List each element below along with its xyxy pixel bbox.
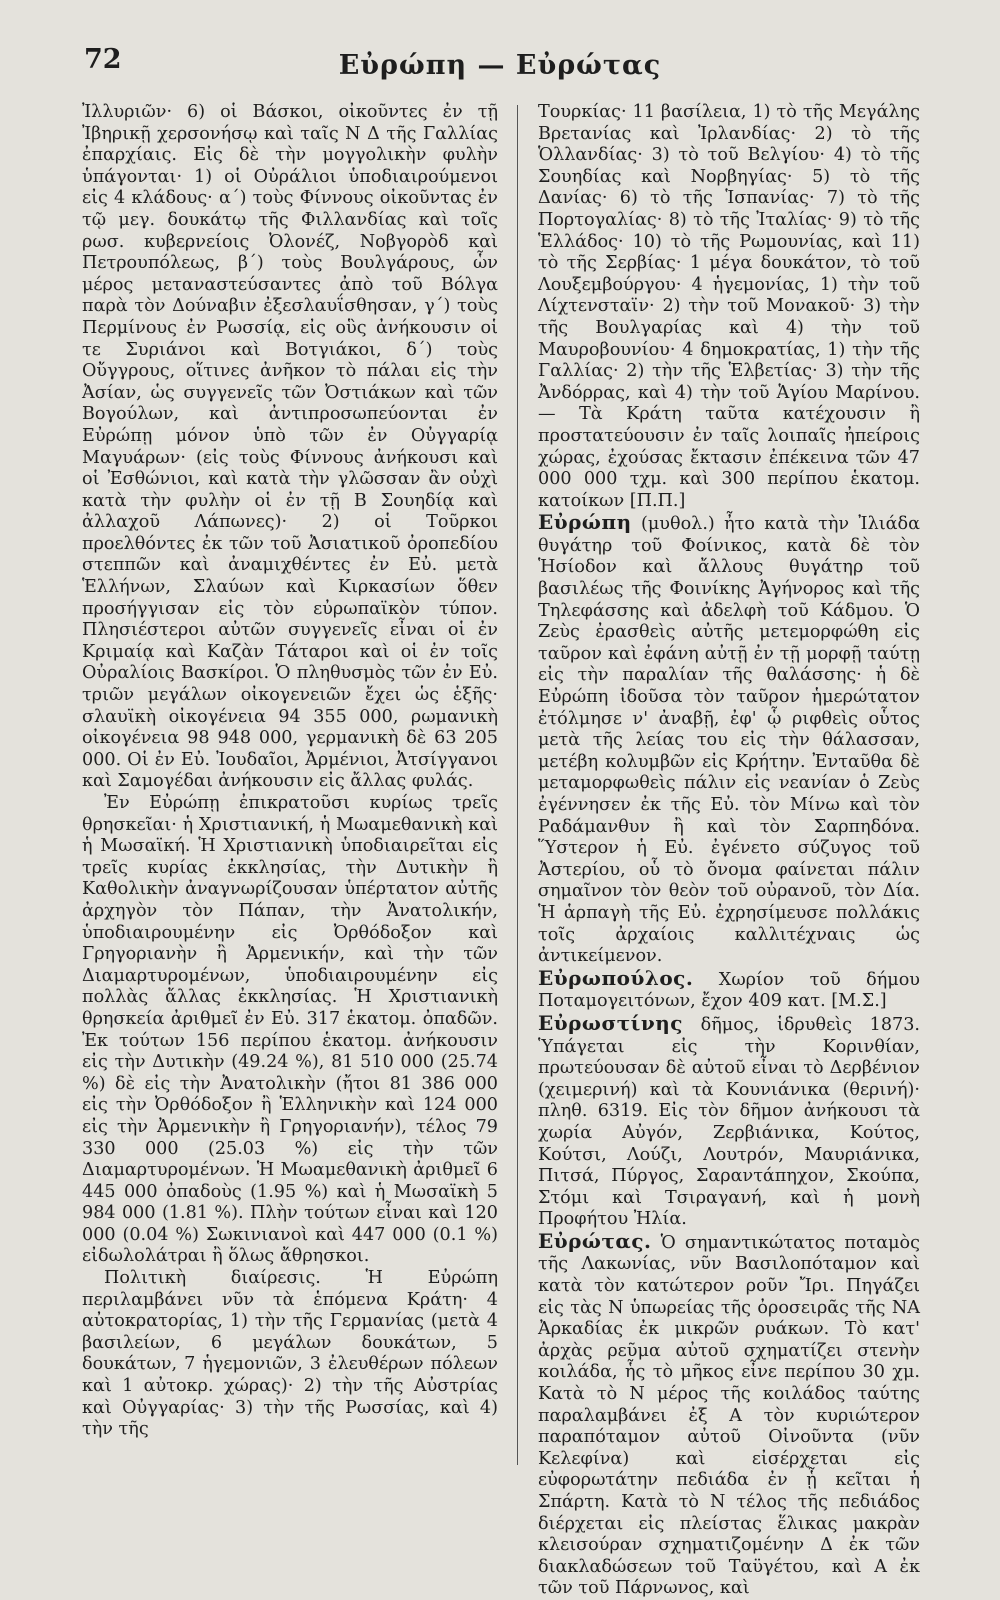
paragraph-states-continued: Τουρκίας· 11 βασίλεια, 1) τὸ τῆς Μεγάλης Βρετανίας καὶ Ἰρλανδίας· 2) τὸ τῆς Ὁλλανδίας· 3) τὸ τοῦ Βελγίου· 4) τὸ τῆς Σουηδίας καὶ Νορβηγίας· 5) τὸ τῆς Δανίας· 6) τὸ τῆς Ἱσπανίας· 7) τὸ τῆς Πορτογαλίας· 8) τὸ τῆς Ἰταλίας· 9) τὸ τῆς Ἑλλάδος· 10) τὸ τῆς Ρωμουνίας, καὶ 11) τὸ τῆς Σερβίας· 1 μέγα δουκάτον, τὸ τοῦ Λουξεμβούργου· 4 ἡγεμονίας, 1) τὴν τοῦ Λίχτενσταϊν· 2) τὴν τοῦ Μονακοῦ· 3) τὴν τῆς Βουλγαρίας καὶ 4) τὴν τοῦ Μαυροβουνίου· 4 δημοκρατίας, 1) τὴν τῆς Γαλλίας· 2) τὴν τῆς Ἑλβετίας· 3) τὴν τῆς Ἀνδόρρας, καὶ 4) τὴν τοῦ Ἁγίου Μαρίνου. — Τὰ Κράτη ταῦτα κατέχουσιν ἢ προστατεύουσιν ἐν ταῖς λοιπαῖς ἠπείροις χώρας, ἐχούσας ἔκτασιν ἐπέκεινα τῶν 47 000 000 τχμ. καὶ 300 περίπου ἑκατομ. κατοίκων [Π.Π.] — [538, 102, 920, 511]
right-column — [538, 102, 920, 1600]
entry-evrostinis — [538, 1010, 920, 1231]
column-divider — [517, 105, 518, 1465]
left-column — [82, 102, 498, 1441]
entry-headword: Εὐρώτας. — [538, 1228, 652, 1253]
entry-evrotas — [538, 1228, 920, 1600]
entry-body: (μυθολ.) ἦτο κατὰ τὴν Ἰλιάδα θυγάτηρ τοῦ Φοίνικος, κατὰ δὲ τὸν Ἡσίοδον καὶ ἄλλους θυγάτηρ τοῦ βασιλέως τῆς Φοινίκης Ἀγήνορος καὶ τῆς Τηλεφάσσης καὶ ἀδελφὴ τοῦ Κάδμου. Ὁ Ζεὺς ἐρασθεὶς αὐτῆς μετεμορφώθη εἰς ταῦρον καὶ ἐφάνη αὐτῇ ἐν τῇ μορφῇ ταύτῃ εἰς τὴν παραλίαν τῆς θαλάσσης· ἡ δὲ Εὐρώπη ἰδοῦσα τὸν ταῦρον ἡμερώτατον ἐτόλμησε ν' ἀναβῇ, ἐφ' ᾧ ριφθεὶς οὗτος μετὰ τῆς λείας του εἰς τὴν θάλασσαν, μετέβη κολυμβῶν εἰς Κρήτην. Ἐνταῦθα δὲ μεταμορφωθεὶς πάλιν εἰς νεανίαν ὁ Ζεὺς ἐγέννησεν ἐκ τῆς Εὐ. τὸν Μίνω καὶ τὸν Ραδάμανθυν ἢ καὶ τὸν Σαρπηδόνα. Ὕστερον ἡ Εὐ. ἐγένετο σύζυγος τοῦ Ἀστερίου, οὗ τὸ ὄνομα φαίνεται πάλιν σημαῖνον τὸν θεὸν τοῦ οὐρανοῦ, τὸν Δία. Ἡ ἁρπαγὴ τῆς Εὐ. ἐχρησίμευσε πολλάκις τοῖς ἀρχαίοις καλλιτέχναις ὡς ἀντικείμενον. — [538, 514, 920, 967]
entry-evropoulos — [538, 965, 920, 1013]
entry-headword: Εὐρώπη — [538, 510, 632, 535]
paragraph-political-division: Πολιτικὴ διαίρεσις. Ἡ Εὐρώπη περιλαμβάνει νῦν τὰ ἑπόμενα Κράτη· 4 αὐτοκρατορίας, 1) τὴν τῆς Γερμανίας (μετὰ 4 βασιλείων, 6 μεγάλων δουκάτων, 5 δουκάτων, 7 ἡγεμονιῶν, 3 ἐλευθέρων πόλεων καὶ 1 αὐτοκρ. χώρας)· 2) τὴν τῆς Αὐστρίας καὶ Οὐγγαρίας· 3) τὴν τῆς Ρωσσίας, καὶ 4) τὴν τῆς — [82, 1268, 498, 1440]
entry-headword: Εὐρωπούλος. — [538, 965, 694, 990]
paragraph-ethnic-groups: Ἰλλυριῶν· 6) οἱ Βάσκοι, οἰκοῦντες ἐν τῇ Ἰβηρικῇ χερσονήσῳ καὶ ταῖς Ν Δ τῆς Γαλλίας ἐπαρχίαις. Εἰς δὲ τὴν μογγολικὴν φυλὴν ὑπάγονται· 1) οἱ Οὐράλιοι ὑποδιαιρούμενοι εἰς 4 κλάδους· α΄) τοὺς Φίννους οἰκοῦντας ἐν τῷ μεγ. δουκάτῳ τῆς Φιλλανδίας καὶ τοῖς ρωσ. κυβερνείοις Ὀλονέζ, Νοβγορὸδ καὶ Πετρουπόλεως, β΄) τοὺς Βουλγάρους, ὧν μέρος μεταναστεύσαντες ἀπὸ τοῦ Βόλγα παρὰ τὸν Δούναβιν ἐξεσλαυΐσθησαν, γ΄) τοὺς Περμίνους ἐν Ρωσσίᾳ, εἰς οὓς ἀνήκουσιν οἱ τε Συριάνοι καὶ Βοτγιάκοι, δ΄) τοὺς Οὔγγρους, οἵτινες ἀνῆκον τὸ πάλαι εἰς τὴν Ἀσίαν, ὡς συγγενεῖς τῶν Ὀστιάκων καὶ τῶν Βογούλων, καὶ ἀντιπροσωπεύονται ἐν Εὐρώπῃ μόνον ὑπὸ τῶν ἐν Οὐγγαρίᾳ Μαγυάρων· (εἰς τοὺς Φίννους ἀνήκουσι καὶ οἱ Ἐσθώνιοι, καὶ κατὰ τὴν γλῶσσαν ἂν οὐχὶ κατὰ τὴν φυλὴν οἱ ἐν τῇ Β Σουηδίᾳ καὶ ἀλλαχοῦ Λάπωνες)· 2) οἱ Τοῦρκοι προελθόντες ἐκ τῶν τοῦ Ἀσιατικοῦ ὀροπεδίου στεππῶν καὶ ἀναμιχθέντες ἐν Εὐ. μετὰ Ἑλλήνων, Σλαύων καὶ Κιρκασίων ὅθεν προσήγγισαν εἰς τὸν εὐρωπαϊκὸν τύπον. Πλησιέστεροι αὐτῶν συγγενεῖς εἶναι οἱ ἐν Κριμαίᾳ καὶ Καζὰν Τάταροι καὶ οἱ ἐν τοῖς Οὐραλίοις Βασκίροι. Ὁ πληθυσμὸς τῶν ἐν Εὐ. τριῶν μεγάλων οἰκογενειῶν ἔχει ὡς ἑξῆς· σλαυϊκὴ οἰκογένεια 94 355 000, ρωμανικὴ οἰκογένεια 98 948 000, γερμανικὴ δὲ 63 205 000. Οἱ ἐν Εὐ. Ἰουδαῖοι, Ἀρμένιοι, Ἀτσίγγανοι καὶ Σαμογέδαι ἀνήκουσιν εἰς ἄλλας φυλάς. — [82, 102, 498, 792]
paragraph-religions: Ἐν Εὐρώπῃ ἐπικρατοῦσι κυρίως τρεῖς θρησκεῖαι· ἡ Χριστιανική, ἡ Μωαμεθανικὴ καὶ ἡ Μωσαϊκή. Ἡ Χριστιανικὴ ὑποδιαιρεῖται εἰς τρεῖς κυρίας ἐκκλησίας, τὴν Δυτικὴν ἢ Καθολικὴν ἀναγνωρίζουσαν ὑπέρτατον αὐτῆς ἀρχηγὸν τὸν Πάπαν, τὴν Ἀνατολικήν, ὑποδιαιρουμένην εἰς Ὀρθόδοξον καὶ Γρηγοριανὴν ἢ Ἀρμενικήν, καὶ τὴν τῶν Διαμαρτυρομένων, ὑποδιαιρουμένην εἰς πολλὰς ἄλλας ἐκκλησίας. Ἡ Χριστιανικὴ θρησκεία ἀριθμεῖ ἐν Εὐ. 317 ἑκατομ. ὀπαδῶν. Ἐκ τούτων 156 περίπου ἑκατομ. ἀνήκουσιν εἰς τὴν Δυτικὴν (49.24 %), 81 510 000 (25.74 %) δὲ εἰς τὴν Ἀνατολικὴν (ἤτοι 81 386 000 εἰς τὴν Ὀρθόδοξον ἢ Ἑλληνικὴν καὶ 124 000 εἰς τὴν Ἀρμενικὴν ἢ Γρηγοριανήν), τέλος 79 330 000 (25.03 %) εἰς τὴν τῶν Διαμαρτυρομένων. Ἡ Μωαμεθανικὴ ἀριθμεῖ 6 445 000 ὀπαδοὺς (1.95 %) καὶ ἡ Μωσαϊκὴ 5 984 000 (1.81 %). Πλὴν τούτων εἶναι καὶ 120 000 (0.04 %) Σωκινιανοὶ καὶ 447 000 (0.1 %) εἰδωλολάτραι ἢ ὅλως ἄθρησκοι. — [82, 793, 498, 1267]
entry-europe-mythology — [538, 512, 920, 967]
page-number: 72 — [84, 44, 122, 75]
entry-headword: Εὐρωστίνης — [538, 1010, 683, 1035]
entry-body: Χωρίον τοῦ δήμου Ποταμογειτόνων, ἔχον 409 κατ. [Μ.Σ.] — [538, 969, 920, 1012]
entry-body: δῆμος, ἱδρυθεὶς 1873. Ὑπάγεται εἰς τὴν Κορινθίαν, πρωτεύουσαν δὲ αὐτοῦ εἶναι τὸ Δερβένιον (χειμερινή) καὶ τὰ Κουνιάνικα (θερινή)· πληθ. 6319. Εἰς τὸν δῆμον ἀνήκουσι τὰ χωρία Αὐγόν, Ζερβιάνικα, Κούτος, Κούτσι, Λούζι, Λουτρόν, Μαυριάνικα, Πιτσά, Πύργος, Σαραντάπηχον, Σκούπα, Στόμι καὶ Τσιραγανή, καὶ ἡ μονὴ Προφήτου Ἠλία. — [538, 1014, 920, 1230]
entry-body: Ὁ σημαντικώτατος ποταμὸς τῆς Λακωνίας, νῦν Βασιλοπόταμον καὶ κατὰ τὸν κατώτερον ροῦν Ἴρι. Πηγάζει εἰς τὰς Ν ὑπωρείας τῆς ὀροσειρᾶς τῆς ΝΑ Ἀρκαδίας ἐκ μικρῶν ρυάκων. Τὸ κατ' ἀρχὰς ρεῦμα αὐτοῦ σχηματίζει στενὴν κοιλάδα, ἧς τὸ μῆκος εἶνε περίπου 30 χμ. Κατὰ τὸ Ν μέρος τῆς κοιλάδος ταύτης παραλαμβάνει ἐξ Α τὸν κυριώτερον παραπόταμον αὐτοῦ Οἰνοῦντα (νῦν Κελεφίνα) καὶ εἰσέρχεται εἰς εὐφορωτάτην πεδιάδα ἐν ᾗ κεῖται ἡ Σπάρτη. Κατὰ τὸ Ν τέλος τῆς πεδιάδος διέρχεται εἰς πλείστας ἕλικας μακρὰν κλεισούραν σχηματιζομένην Δ ἐκ τῶν διακλαδώσεων τοῦ Ταϋγέτου, καὶ Α ἐκ τῶν τοῦ Πάρνωνος, καὶ — [538, 1232, 920, 1599]
running-head: Εὐρώπη — Εὐρώτας — [338, 50, 662, 81]
